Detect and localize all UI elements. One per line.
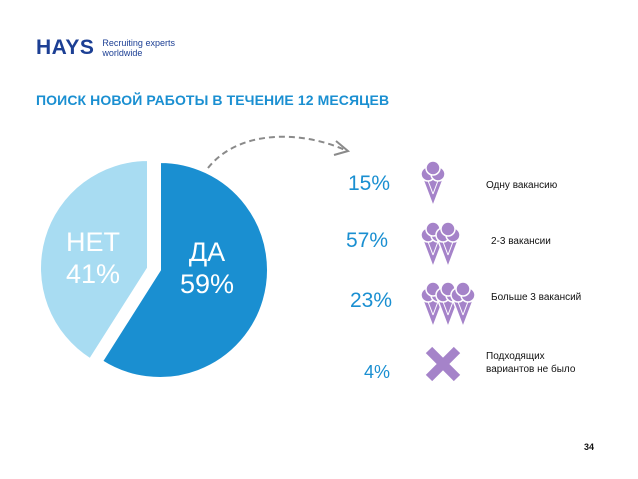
breakdown-percent: 23%: [350, 289, 393, 312]
pie-label-value: 41%: [66, 259, 121, 289]
ice-cream-icon: [436, 222, 460, 267]
ice-cream-icon: [421, 161, 445, 206]
pie-label-name: ДА: [188, 237, 226, 267]
breakdown-percent: 57%: [346, 229, 389, 252]
breakdown-label-line: вариантов не было: [486, 364, 576, 375]
logo-word: HAYS: [36, 36, 95, 59]
pie-label-no: [66, 226, 120, 290]
logo-tagline-line1: Recruiting experts: [102, 38, 175, 48]
breakdown-percent: 4%: [364, 362, 391, 382]
ice-cream-icon-group: [418, 160, 459, 208]
breakdown-label-line: Подходящих: [486, 351, 545, 362]
cross-icon: [423, 344, 463, 384]
ice-cream-icon-group: [418, 281, 493, 329]
breakdown-percent: 15%: [348, 172, 391, 195]
ice-cream-icon: [451, 282, 475, 327]
breakdown-label: Одну вакансию: [486, 180, 558, 191]
pie-label-name: НЕТ: [66, 227, 120, 257]
breakdown-label: Больше 3 вакансий: [491, 292, 582, 303]
pie-label-value: 59%: [180, 269, 235, 299]
pie-label-yes: [180, 236, 234, 300]
page-title: ПОИСК НОВОЙ РАБОТЫ В ТЕЧЕНИЕ 12 МЕСЯЦЕВ: [36, 92, 390, 108]
dashed-arrow: [208, 137, 345, 168]
ice-cream-icon-group: [418, 221, 476, 269]
logo-tagline-line2: worldwide: [102, 48, 143, 58]
breakdown-label: 2-3 вакансии: [491, 236, 551, 247]
breakdown-label: [486, 350, 575, 376]
page-number: 34: [584, 442, 595, 452]
